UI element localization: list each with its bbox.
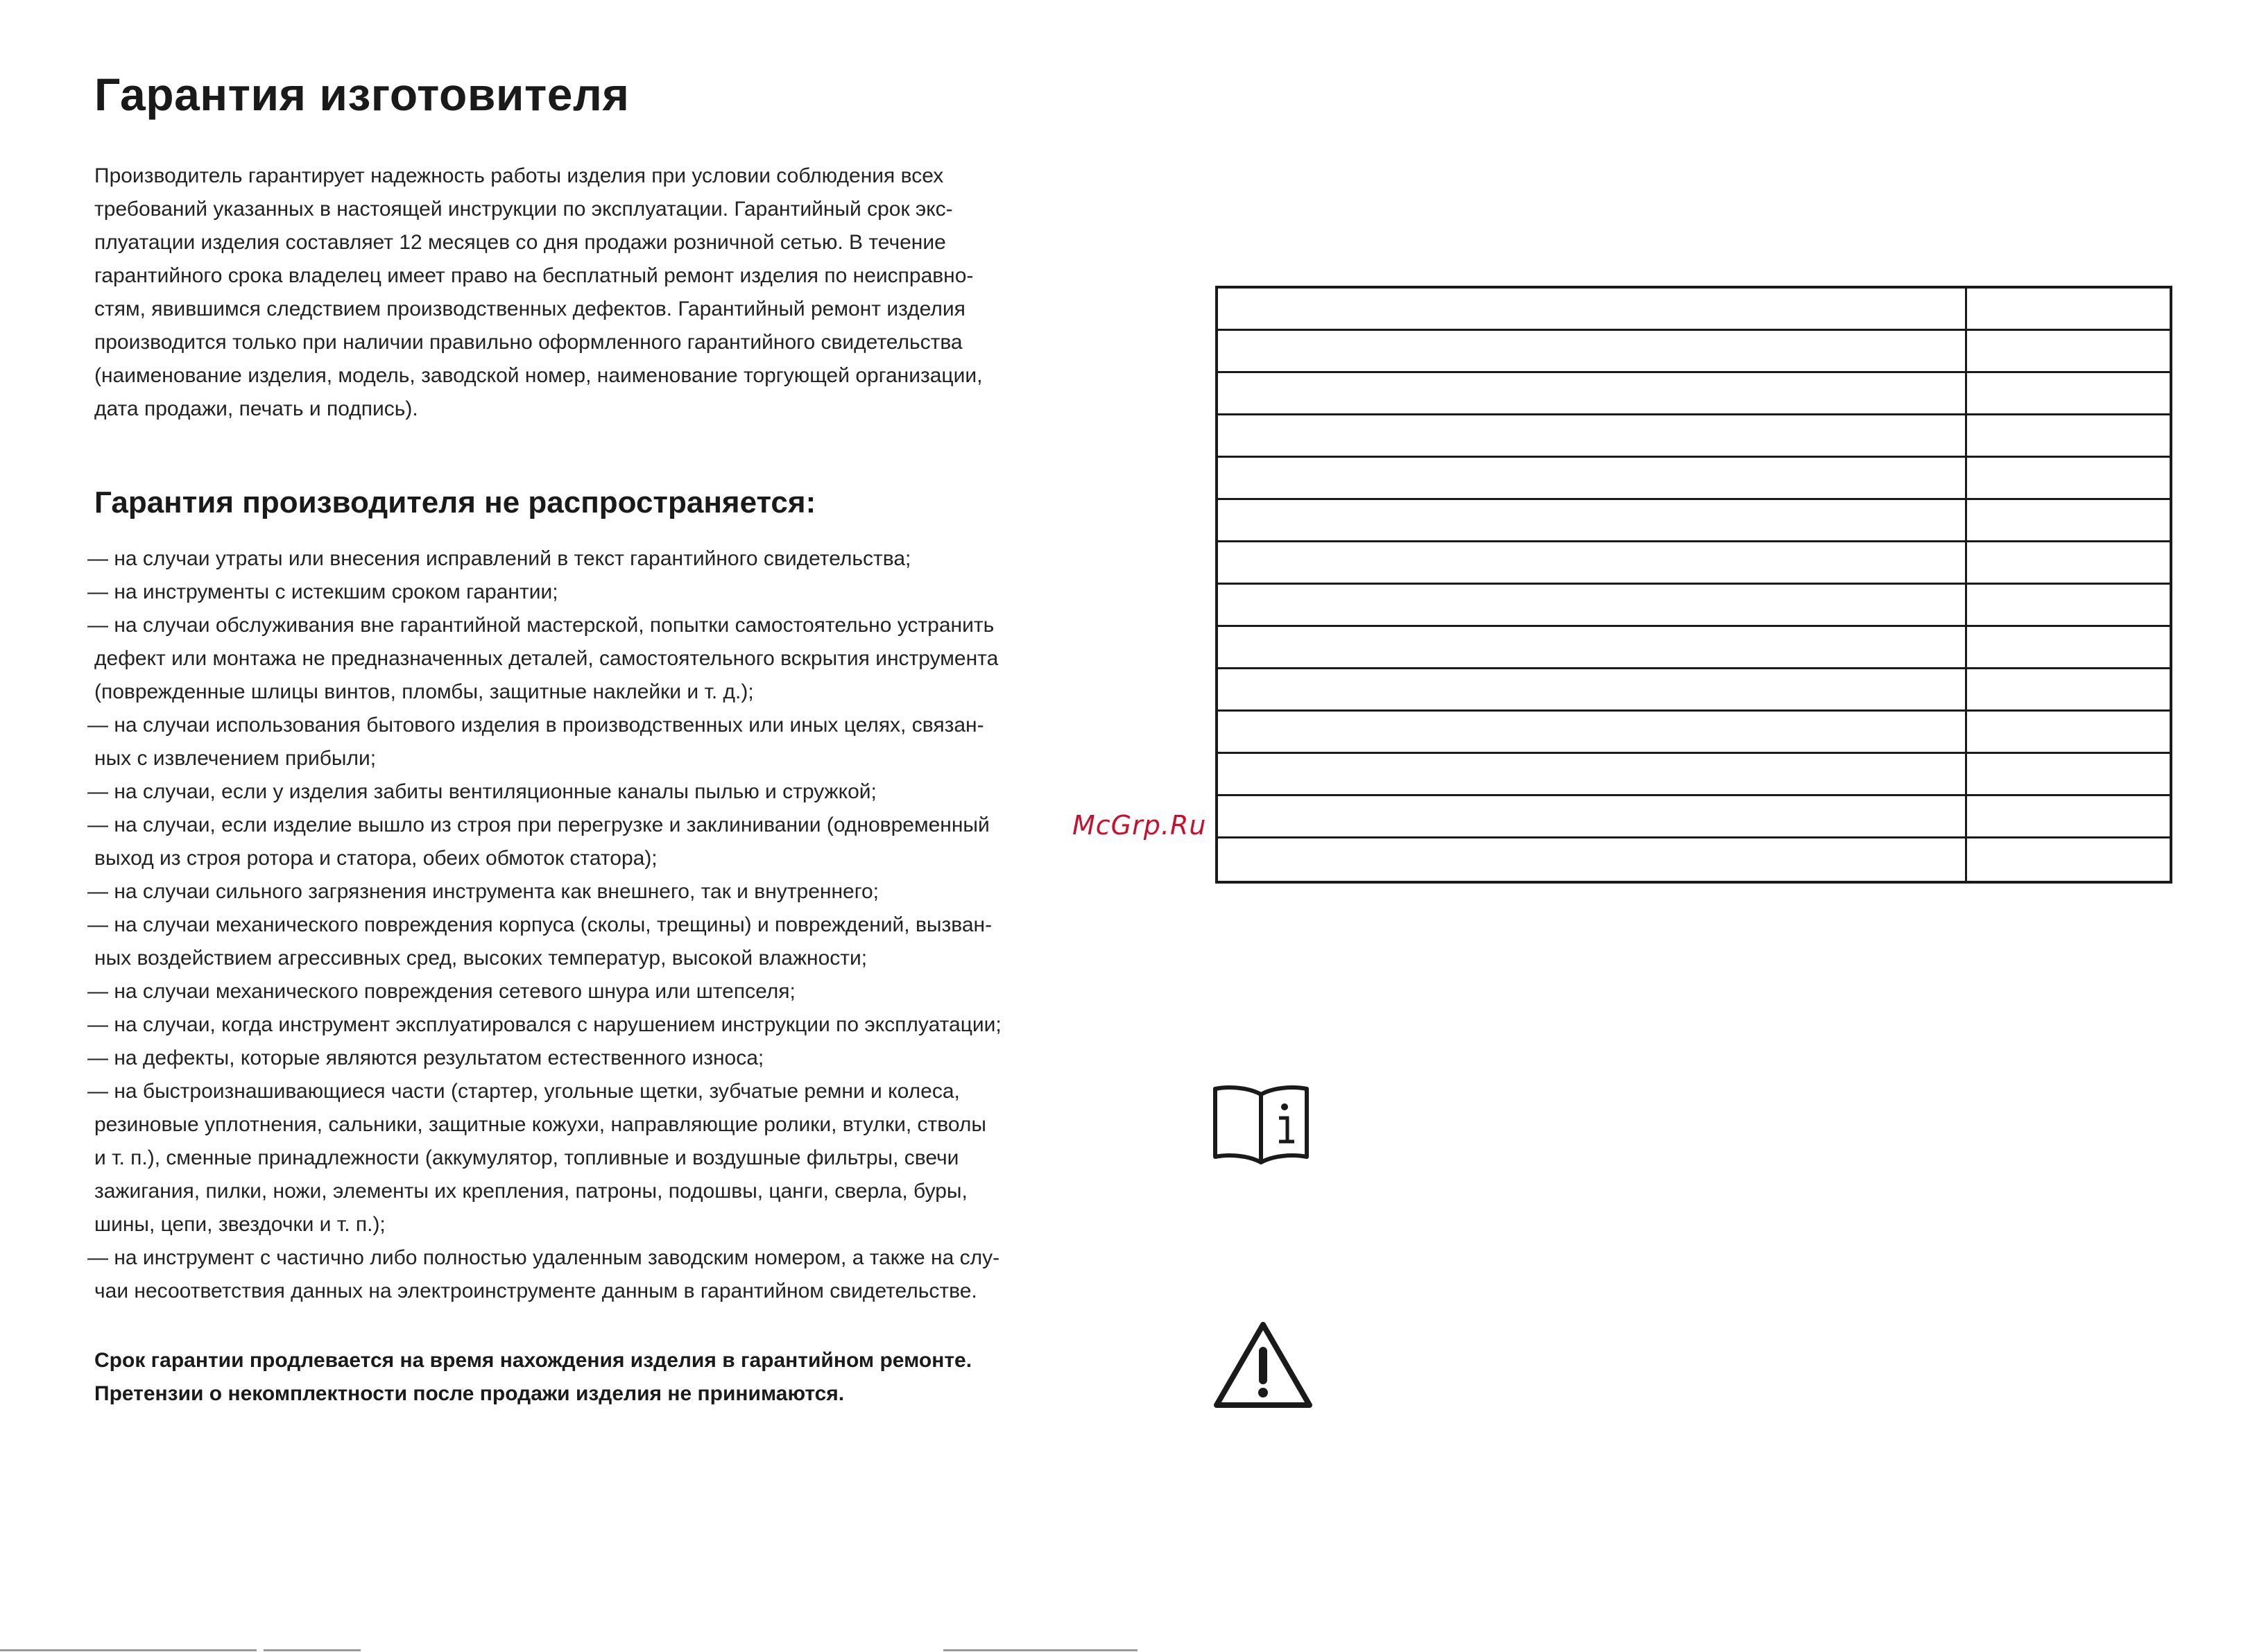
intro-line: (наименование изделия, модель, заводской номер, наименование торгующей организации, [94,364,983,387]
footer-rule [264,1649,361,1651]
exclusion-line: (поврежденные шлицы винтов, пломбы, защитные наклейки и т. д.); [94,680,754,703]
exclusion-item [87,809,1002,875]
warranty-record-table [1215,286,2172,884]
intro-line: требований указанных в настоящей инструкции по эксплуатации. Гарантийный срок экс- [94,198,953,221]
table-cell [1967,500,2170,542]
exclusion-item [87,1241,1002,1308]
intro-line: плуатации изделия составляет 12 месяцев со дня продажи розничной сетью. В течение [94,231,946,254]
table-cell [1218,669,1967,712]
exclusions-heading: Гарантия производителя не распространяется: [94,485,816,519]
book-info-icon [1212,1083,1310,1165]
exclusion-line: дефект или монтажа не предназначенных деталей, самостоятельного вскрытия инструмента [94,647,999,670]
exclusion-item [87,1008,1002,1042]
table-cell [1218,627,1967,669]
exclusion-line: — на случаи, если у изделия забиты вентиляционные каналы пылью и стружкой; [87,780,877,803]
table-cell [1967,838,2170,881]
table-cell [1967,754,2170,796]
table-cell [1967,627,2170,669]
table-cell [1218,754,1967,796]
exclusion-item [87,542,1002,576]
table-cell [1967,373,2170,415]
table-cell [1218,331,1967,373]
closing-note [94,1344,972,1411]
table-cell [1967,289,2170,331]
closing-line: Претензии о некомплектности после продажи изделия не принимаются. [94,1382,845,1405]
exclusion-item [87,576,1002,609]
exclusion-item [87,909,1002,975]
table-cell [1218,458,1967,500]
intro-line: гарантийного срока владелец имеет право на бесплатный ремонт изделия по неисправно- [94,264,974,287]
exclusion-line: и т. п.), сменные принадлежности (аккумулятор, топливные и воздушные фильтры, свечи [94,1146,959,1169]
exclusion-line: — на случаи, если изделие вышло из строя при перегрузке и заклинивании (одновременный [87,814,990,836]
footer-rule [943,1649,1138,1651]
exclusion-line: выход из строя ротора и статора, обеих обмоток статора); [94,847,658,870]
exclusion-line: шины, цепи, звездочки и т. п.); [94,1213,386,1236]
exclusion-item [87,775,1002,809]
exclusion-line: — на случаи обслуживания вне гарантийной мастерской, попытки самостоятельно устранить [87,614,995,637]
table-cell [1967,669,2170,712]
intro-line: дата продажи, печать и подпись). [94,397,418,420]
exclusion-line: — на случаи механического повреждения корпуса (сколы, трещины) и повреждений, вызван- [87,913,993,936]
intro-line: стям, явившимся следствием производственных дефектов. Гарантийный ремонт изделия [94,298,965,320]
exclusion-line: — на быстроизнашивающиеся части (стартер, угольные щетки, зубчатые ремни и колеса, [87,1080,960,1103]
table-cell [1967,331,2170,373]
watermark: McGrp.Ru [1072,810,1207,841]
footer-rule [0,1649,257,1651]
exclusion-line: — на случаи, когда инструмент эксплуатировался с нарушением инструкции по эксплуатации; [87,1013,1002,1036]
exclusion-item [87,975,1002,1008]
exclusion-item [87,1042,1002,1075]
exclusion-line: — на инструмент с частично либо полностью удаленным заводским номером, а также на слу- [87,1246,1000,1269]
exclusion-line: — на случаи утраты или внесения исправлений в текст гарантийного свидетельства; [87,547,911,570]
table-cell [1218,585,1967,627]
exclusion-line: зажигания, пилки, ножи, элементы их крепления, патроны, подошвы, цанги, сверла, буры, [94,1180,968,1203]
exclusion-item [87,709,1002,775]
table-cell [1218,500,1967,542]
table-cell [1218,289,1967,331]
intro-line: производится только при наличии правильно оформленного гарантийного свидетельства [94,331,963,354]
intro-line: Производитель гарантирует надежность работы изделия при условии соблюдения всех [94,164,944,187]
table-cell [1967,542,2170,585]
table-cell [1967,458,2170,500]
closing-line: Срок гарантии продлевается на время нахождения изделия в гарантийном ремонте. [94,1349,972,1372]
exclusions-list [87,542,1002,1308]
exclusion-line: ных воздействием агрессивных сред, высоких температур, высокой влажности; [94,947,868,970]
exclusion-line: — на дефекты, которые являются результатом естественного износа; [87,1047,764,1069]
table-cell [1218,542,1967,585]
exclusion-line: — на случаи механического повреждения сетевого шнура или штепселя; [87,980,796,1003]
table-cell [1218,712,1967,754]
exclusion-item [87,1075,1002,1241]
exclusion-line: чаи несоответствия данных на электроинструменте данным в гарантийном свидетельстве. [94,1280,977,1302]
table-cell [1967,796,2170,838]
table-cell [1218,838,1967,881]
table-cell [1967,585,2170,627]
intro-paragraph [94,160,1065,426]
table-cell [1218,373,1967,415]
exclusion-line: ных с извлечением прибыли; [94,747,377,770]
table-cell [1967,712,2170,754]
exclusion-line: резиновые уплотнения, сальники, защитные кожухи, направляющие ролики, втулки, стволы [94,1113,986,1136]
exclusion-line: — на инструменты с истекшим сроком гарантии; [87,580,558,603]
table-cell [1218,415,1967,458]
table-cell [1218,796,1967,838]
exclusion-line: — на случаи сильного загрязнения инструмента как внешнего, так и внутреннего; [87,880,879,903]
page-title: Гарантия изготовителя [94,69,630,120]
exclusion-item [87,609,1002,709]
warning-triangle-icon [1212,1320,1314,1409]
exclusion-item [87,875,1002,909]
table-cell [1967,415,2170,458]
exclusion-line: — на случаи использования бытового изделия в производственных или иных целях, связан- [87,714,984,737]
